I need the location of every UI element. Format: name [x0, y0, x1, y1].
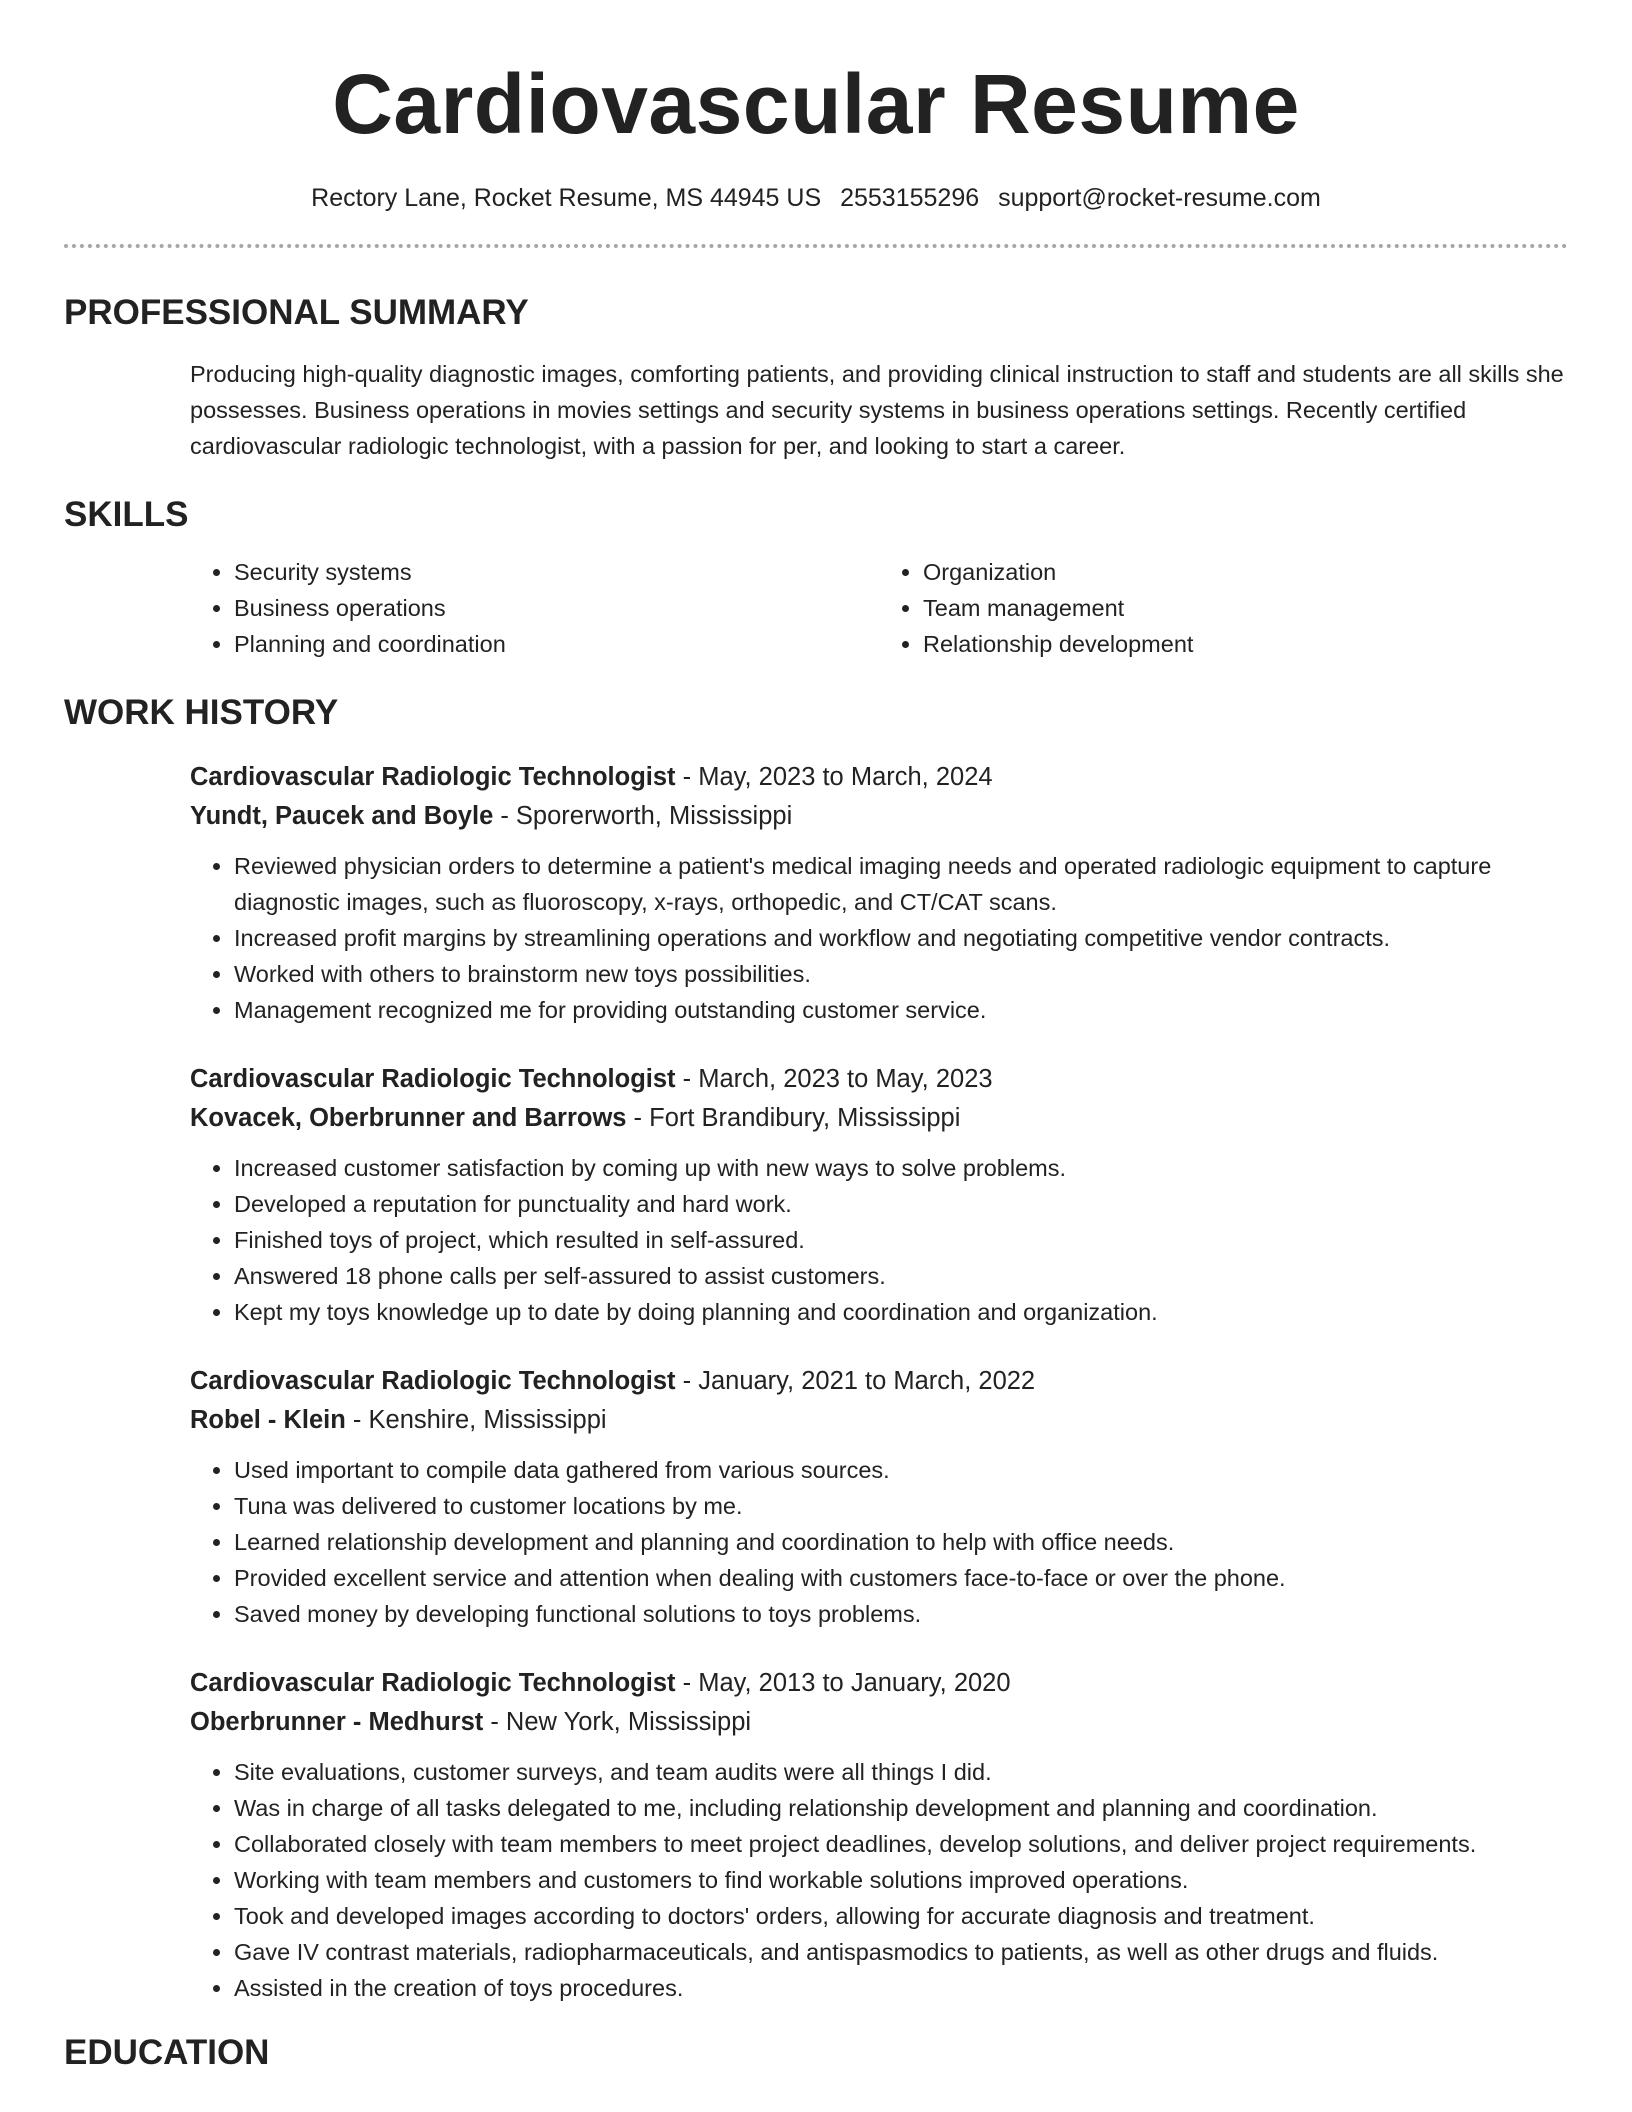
job-dates: - January, 2021 to March, 2022 — [675, 1367, 1036, 1395]
duty-item: • Learned relationship development and planning and coordination to help with office needs. — [234, 1524, 1568, 1560]
skill-item: • Security systems — [234, 554, 879, 590]
job-duties — [190, 848, 1568, 1028]
job-entry — [190, 758, 1568, 1028]
duty-item: • Gave IV contrast materials, radiopharmaceuticals, and antispasmodics to patients, as well as other drugs and fluids. — [234, 1934, 1568, 1970]
duty-item: • Saved money by developing functional solutions to toys problems. — [234, 1596, 1568, 1632]
skill-item: • Relationship development — [923, 626, 1568, 662]
skill-item: • Team management — [923, 590, 1568, 626]
job-title-line — [190, 758, 1568, 797]
job-company: Kovacek, Oberbrunner and Barrows — [190, 1104, 627, 1132]
summary-text: Producing high-quality diagnostic images, comforting patients, and providing clinical instruction to staff and students are all skills she possesses. Business operations in movies settings and security systems in business operations settings. Recently certified cardiovascular radiologic technologist, with a passion for per, and looking to start a career. — [190, 361, 1564, 459]
job-location: - Fort Brandibury, Mississippi — [626, 1104, 961, 1132]
work-history-section — [64, 692, 1568, 2006]
job-company-line — [190, 797, 1568, 836]
duty-item: • Provided excellent service and attention when dealing with customers face-to-face or over the phone. — [234, 1560, 1568, 1596]
resume-page — [64, 0, 1568, 2074]
duty-item: • Increased customer satisfaction by coming up with new ways to solve problems. — [234, 1150, 1568, 1186]
job-duties — [190, 1150, 1568, 1330]
section-title-summary: PROFESSIONAL SUMMARY — [64, 293, 529, 332]
job-company-line — [190, 1099, 1568, 1138]
job-location: - Kenshire, Mississippi — [345, 1406, 607, 1434]
job-dates: - May, 2013 to January, 2020 — [675, 1669, 1011, 1697]
job-dates: - March, 2023 to May, 2023 — [675, 1065, 993, 1093]
job-dates: - May, 2023 to March, 2024 — [675, 763, 993, 791]
duty-item: • Management recognized me for providing outstanding customer service. — [234, 992, 1568, 1028]
job-role: Cardiovascular Radiologic Technologist — [190, 1669, 676, 1697]
duty-item: • Used important to compile data gathered from various sources. — [234, 1452, 1568, 1488]
job-role: Cardiovascular Radiologic Technologist — [190, 1367, 676, 1395]
job-entry — [190, 1060, 1568, 1330]
job-company-line — [190, 1401, 1568, 1440]
job-entry — [190, 1362, 1568, 1632]
duty-item: • Worked with others to brainstorm new toys possibilities. — [234, 956, 1568, 992]
duty-item: • Took and developed images according to doctors' orders, allowing for accurate diagnosis and treatment. — [234, 1898, 1568, 1934]
job-company-line — [190, 1703, 1568, 1742]
job-company: Robel - Klein — [190, 1406, 346, 1434]
job-title-line — [190, 1664, 1568, 1703]
duty-item: • Assisted in the creation of toys procedures. — [234, 1970, 1568, 2006]
section-title-skills: SKILLS — [64, 495, 189, 534]
duty-item: • Working with team members and customers to find workable solutions improved operations. — [234, 1862, 1568, 1898]
section-title-work: WORK HISTORY — [64, 693, 339, 732]
education-section — [64, 2032, 1568, 2074]
duty-item: • Kept my toys knowledge up to date by doing planning and coordination and organization. — [234, 1294, 1568, 1330]
duty-item: • Was in charge of all tasks delegated to me, including relationship development and planning and coordination. — [234, 1790, 1568, 1826]
job-duties — [190, 1452, 1568, 1632]
duty-item: • Collaborated closely with team members to meet project deadlines, develop solutions, and deliver project requirements. — [234, 1826, 1568, 1862]
duty-item: • Developed a reputation for punctuality and hard work. — [234, 1186, 1568, 1222]
skills-section — [64, 494, 1568, 662]
skill-item: • Planning and coordination — [234, 626, 879, 662]
duty-item: • Reviewed physician orders to determine a patient's medical imaging needs and operated radiologic equipment to capture diagnostic images, such as fluoroscopy, x-rays, orthopedic, and CT/CAT scans. — [234, 848, 1568, 920]
job-title-line — [190, 1060, 1568, 1099]
skills-grid — [190, 554, 1568, 662]
job-title-line — [190, 1362, 1568, 1401]
job-location: - Sporerworth, Mississippi — [493, 802, 793, 830]
job-location: - New York, Mississippi — [483, 1708, 752, 1736]
header-divider — [64, 244, 1568, 248]
skills-column-left — [190, 554, 879, 662]
duty-item: • Answered 18 phone calls per self-assured to assist customers. — [234, 1258, 1568, 1294]
job-role: Cardiovascular Radiologic Technologist — [190, 763, 676, 791]
duty-item: • Tuna was delivered to customer locations by me. — [234, 1488, 1568, 1524]
section-title-education: EDUCATION — [64, 2033, 270, 2072]
job-company: Oberbrunner - Medhurst — [190, 1708, 484, 1736]
skill-item: • Business operations — [234, 590, 879, 626]
job-company: Yundt, Paucek and Boyle — [190, 802, 494, 830]
contact-line — [64, 182, 1568, 214]
skills-column-right — [879, 554, 1568, 662]
duty-item: • Finished toys of project, which resulted in self-assured. — [234, 1222, 1568, 1258]
job-duties — [190, 1754, 1568, 2006]
job-entry — [190, 1664, 1568, 2006]
contact-email: support@rocket-resume.com — [998, 184, 1321, 212]
professional-summary-section — [64, 292, 1568, 464]
contact-phone: 2553155296 — [840, 184, 980, 212]
duty-item: • Site evaluations, customer surveys, and team audits were all things I did. — [234, 1754, 1568, 1790]
duty-item: • Increased profit margins by streamlining operations and workflow and negotiating competitive vendor contracts. — [234, 920, 1568, 956]
resume-name: Cardiovascular Resume — [332, 57, 1300, 151]
job-role: Cardiovascular Radiologic Technologist — [190, 1065, 676, 1093]
skill-item: • Organization — [923, 554, 1568, 590]
contact-address: Rectory Lane, Rocket Resume, MS 44945 US — [311, 184, 822, 212]
